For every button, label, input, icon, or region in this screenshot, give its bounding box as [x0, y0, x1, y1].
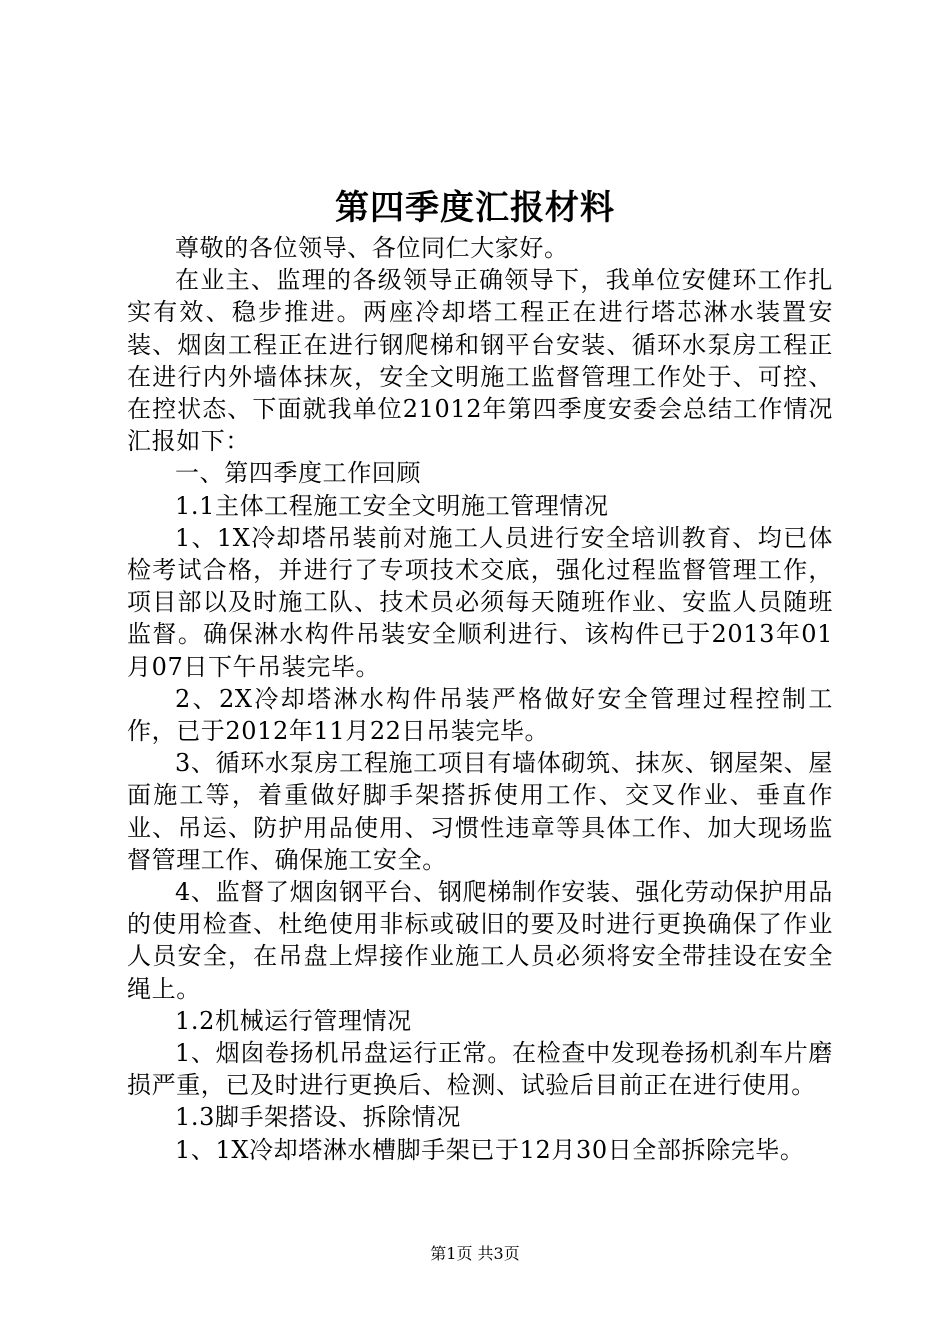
- item-paragraph: 1、1X冷却塔淋水槽脚手架已于12月30日全部拆除完毕。: [175, 1135, 805, 1164]
- item-paragraph: 1、1X冷却塔吊装前对施工人员进行安全培训教育、均已体检考试合格，并进行了专项技术交底，强化过程监督管理工作，项目部以及时施工队、技术员必须每天随班作业、安监人员随班监督。确保淋水构件吊装安全顺利进行、该构件已于2013年01月07日下午吊装完毕。: [127, 523, 833, 681]
- item-paragraph: 4、监督了烟囱钢平台、钢爬梯制作安装、强化劳动保护用品的使用检查、杜绝使用非标或破旧的要及时进行更换确保了作业人员安全，在吊盘上焊接作业施工人员必须将安全带挂设在安全绳上。: [127, 878, 833, 1003]
- item-paragraph: 3、循环水泵房工程施工项目有墙体砌筑、抹灰、钢屋架、屋面施工等，着重做好脚手架搭拆使用工作、交叉作业、垂直作业、吊运、防护用品使用、习惯性违章等具体工作、加大现场监督管理工作、确保施工安全。: [127, 749, 833, 874]
- subsection-heading-1-3: 1.3脚手架搭设、拆除情况: [175, 1103, 461, 1132]
- item-paragraph: 2、2X冷却塔淋水构件吊装严格做好安全管理过程控制工作，已于2012年11月22日吊装完毕。: [127, 684, 833, 746]
- document-body: [127, 232, 833, 1166]
- subsection-heading-1-2: 1.2机械运行管理情况: [175, 1006, 412, 1035]
- section-heading-review: 一、第四季度工作回顾: [175, 459, 421, 488]
- intro-paragraph: 在业主、监理的各级领导正确领导下，我单位安健环工作扎实有效、稳步推进。两座冷却塔工程正在进行塔芯淋水装置安装、烟囱工程正在进行钢爬梯和钢平台安装、循环水泵房工程正在进行内外墙体抹灰，安全文明施工监督管理工作处于、可控、在控状态、下面就我单位21012年第四季度安委会总结工作情况汇报如下：: [127, 266, 833, 456]
- document-title: 第四季度汇报材料: [335, 188, 615, 228]
- greeting-paragraph: 尊敬的各位领导、各位同仁大家好。: [175, 234, 569, 262]
- subsection-heading-1-1: 1.1主体工程施工安全文明施工管理情况: [175, 491, 609, 520]
- page-number-footer: 第1页 共3页: [430, 1244, 520, 1263]
- item-paragraph: 1、烟囱卷扬机吊盘运行正常。在检查中发现卷扬机刹车片磨损严重，已及时进行更换后、检测、试验后目前正在进行使用。: [127, 1039, 833, 1100]
